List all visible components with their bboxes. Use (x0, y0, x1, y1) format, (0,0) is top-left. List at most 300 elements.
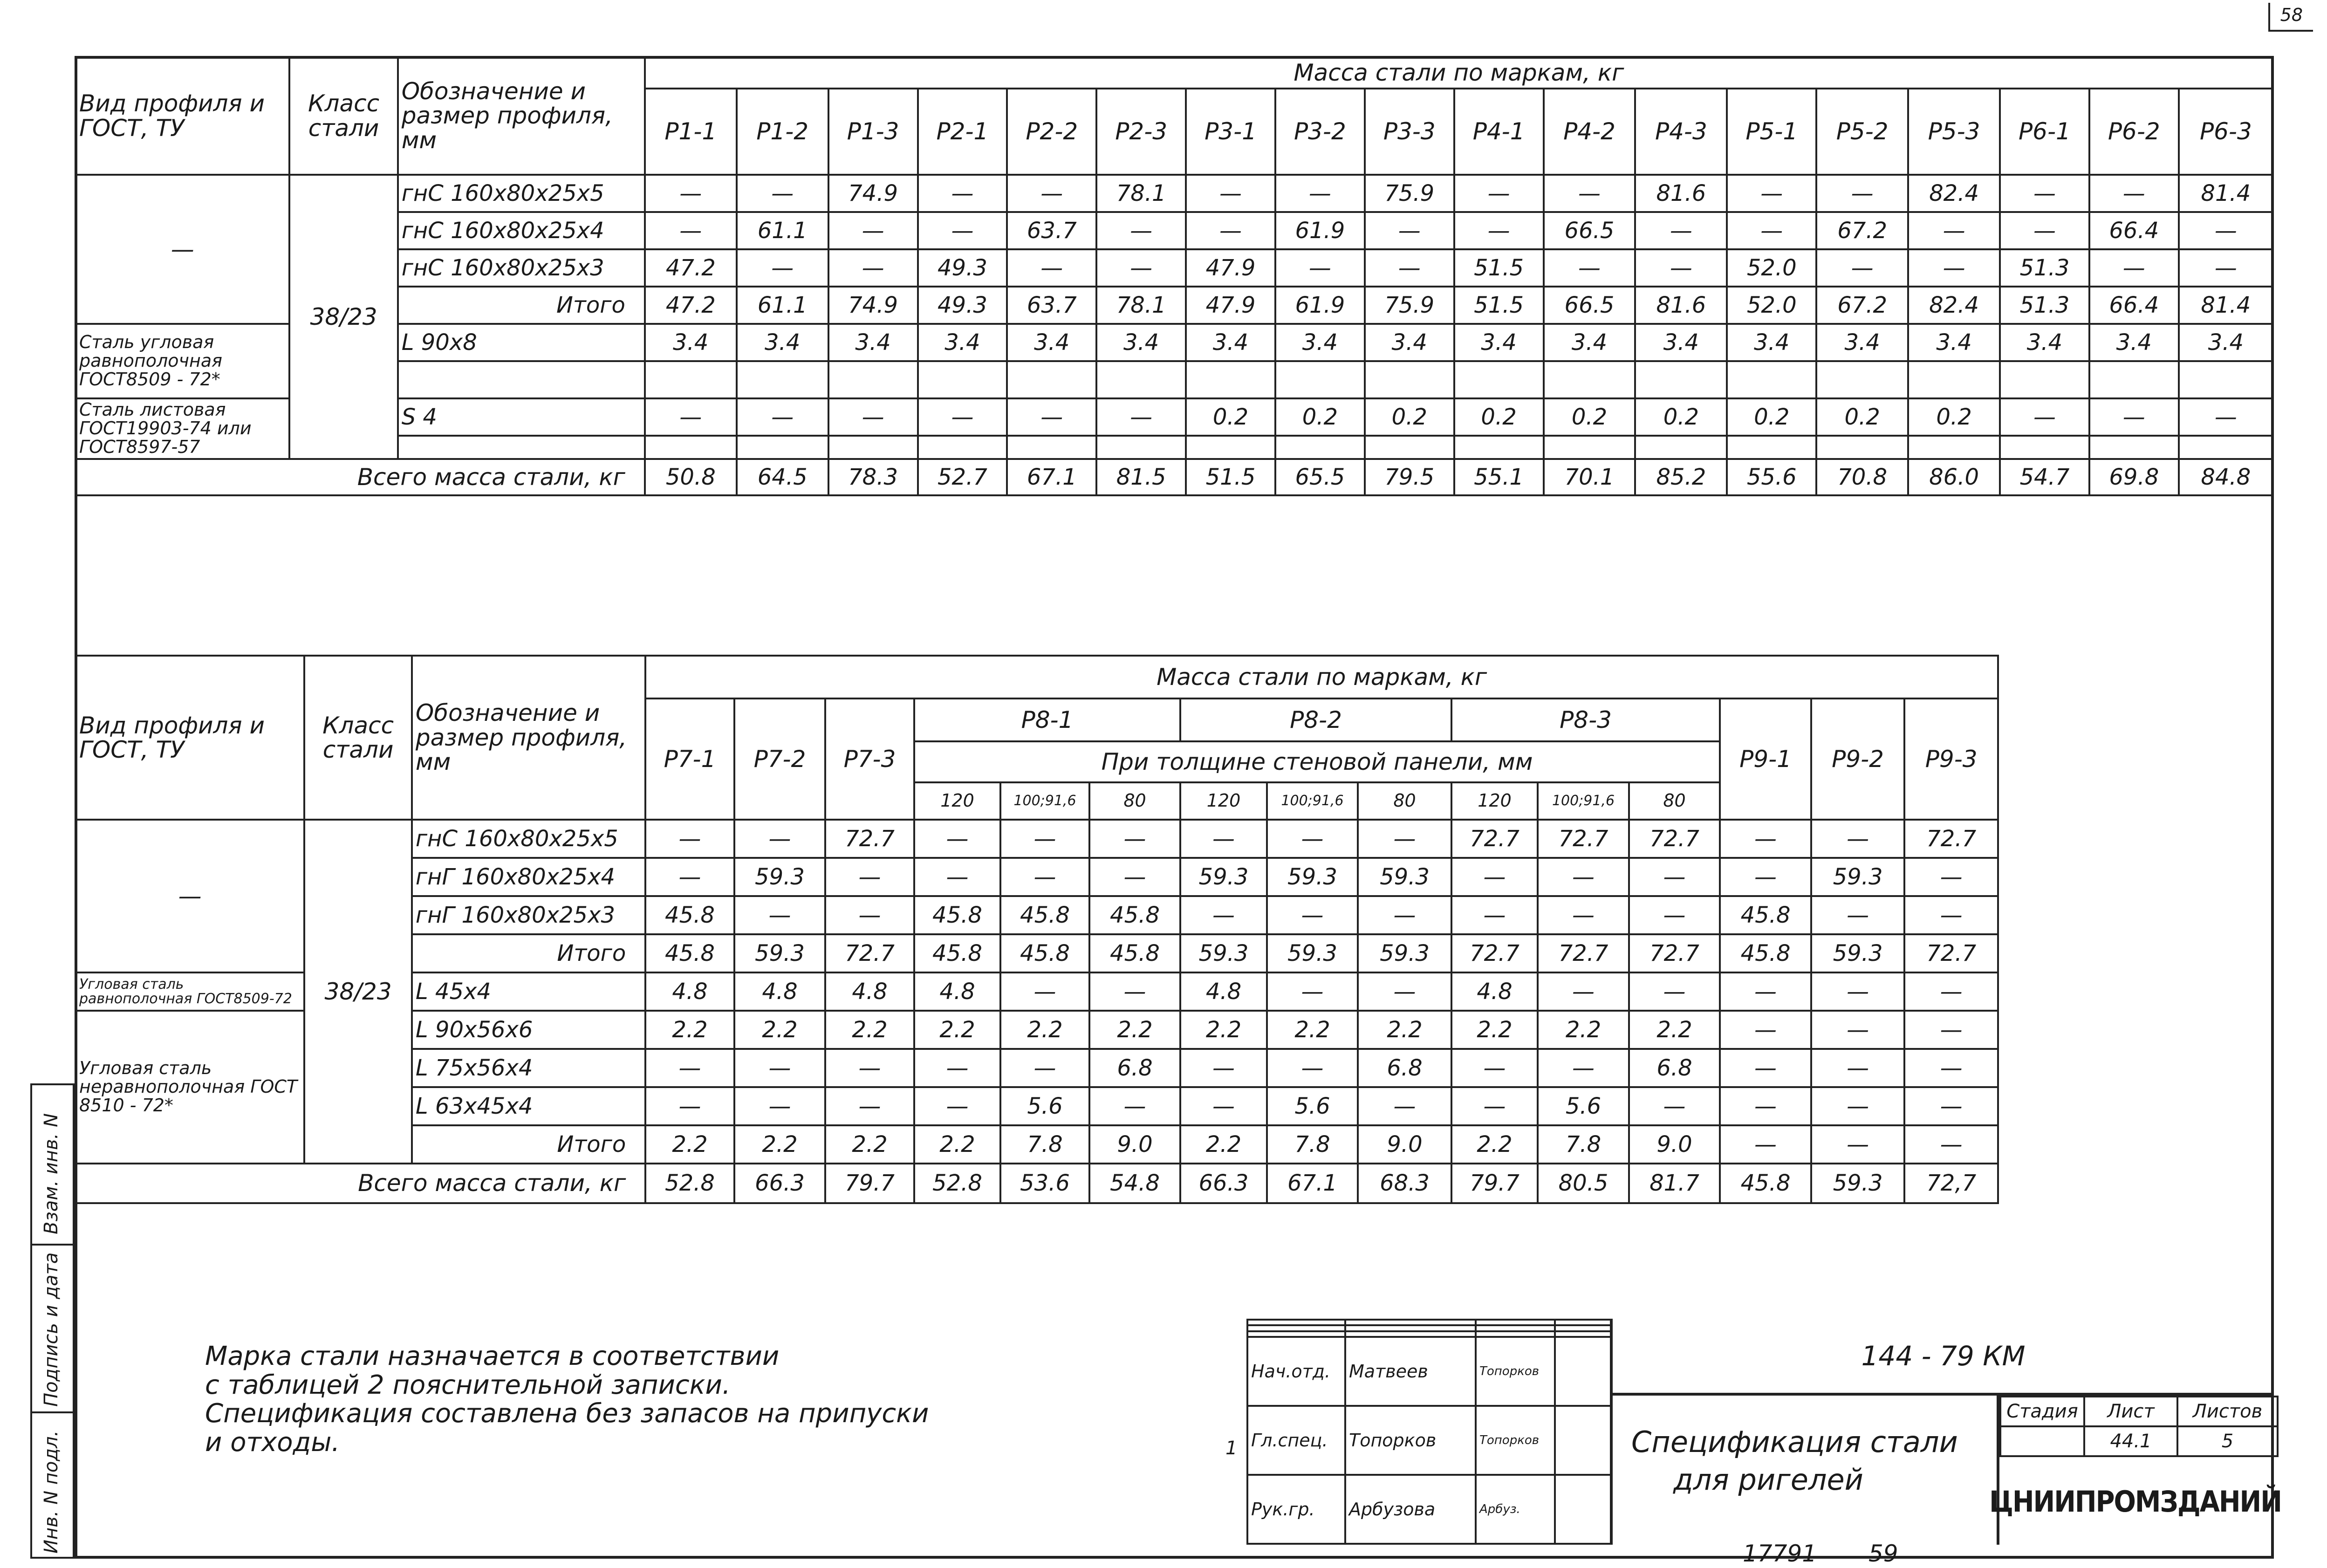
mass-cell: — (828, 398, 918, 436)
mass-cell: 63.7 (1007, 212, 1096, 249)
mass-cell: — (1000, 1049, 1089, 1087)
mass-cell: — (645, 1087, 734, 1125)
mass-cell: 72.7 (1451, 820, 1538, 858)
mass-cell: — (1727, 175, 1816, 212)
profile-designation: L 75х56х4 (412, 1049, 645, 1087)
profile-designation: гнГ 160х80х25х4 (412, 858, 645, 896)
mass-cell: — (1089, 1087, 1181, 1125)
mass-cell (1727, 361, 1816, 398)
mass-cell: — (2179, 398, 2273, 436)
mass-cell: — (734, 1087, 826, 1125)
mass-cell (1096, 436, 1186, 459)
mass-cell: — (737, 398, 828, 436)
mass-cell (1007, 361, 1096, 398)
mass-cell: 72.7 (1538, 934, 1629, 972)
mass-cell: — (645, 175, 737, 212)
mass-cell: 52.0 (1727, 287, 1816, 324)
mass-cell: 81.6 (1635, 175, 1727, 212)
mass-cell: — (1365, 212, 1454, 249)
table-row (75, 175, 2273, 212)
mark-header: Р4-1 (1454, 89, 1544, 175)
mass-cell: — (2000, 398, 2089, 436)
mass-cell: 51.3 (2000, 287, 2089, 324)
total-cell: 66.3 (1180, 1164, 1266, 1203)
mark-header: Р9-3 (1904, 698, 1998, 820)
total-cell: 59.3 (1811, 1164, 1905, 1203)
mass-cell: 5.6 (1000, 1087, 1089, 1125)
mass-cell: 2.2 (825, 1125, 914, 1164)
mass-cell: 2.2 (1358, 1011, 1451, 1049)
mass-cell: — (1538, 972, 1629, 1011)
mass-cell: — (1089, 820, 1181, 858)
mass-cell: — (1720, 1049, 1811, 1087)
thickness-value: 80 (1629, 782, 1720, 820)
mass-cell: — (1720, 1087, 1811, 1125)
mass-cell (2000, 361, 2089, 398)
table-row (75, 361, 2273, 398)
mass-cell: 3.4 (2000, 324, 2089, 361)
mass-cell: — (734, 820, 826, 858)
mass-cell: — (1908, 212, 2000, 249)
mark-header: Р2-3 (1096, 89, 1186, 175)
title-line-2: для ригелей (1673, 1462, 1863, 1497)
mass-cell: — (1629, 896, 1720, 934)
mass-cell: — (1811, 1125, 1905, 1164)
mass-cell: — (2179, 249, 2273, 287)
mass-cell: 81.4 (2179, 175, 2273, 212)
mass-cell: 3.4 (918, 324, 1007, 361)
sig-sign: Арбуз. (1476, 1475, 1555, 1544)
mass-cell: 3.4 (2089, 324, 2179, 361)
mass-cell (918, 436, 1007, 459)
note-line: Марка стали назначается в соответствии (205, 1341, 780, 1371)
mark-header: Р7-3 (825, 698, 914, 820)
mass-cell (1544, 361, 1636, 398)
mark-header: Р4-2 (1544, 89, 1636, 175)
mass-cell: 3.4 (1096, 324, 1186, 361)
mass-cell: — (1816, 175, 1908, 212)
profile-designation: Итого (412, 1125, 645, 1164)
mass-cell: 59.3 (1180, 934, 1266, 972)
total-cell: 72,7 (1904, 1164, 1998, 1203)
mass-cell: — (1186, 175, 1275, 212)
mass-cell: — (918, 398, 1007, 436)
mass-cell: — (1720, 1125, 1811, 1164)
mass-cell: 2.2 (1180, 1011, 1266, 1049)
mass-cell: 59.3 (734, 858, 826, 896)
total-cell: 52.7 (918, 459, 1007, 495)
mass-cell: 82.4 (1908, 287, 2000, 324)
mass-cell: — (1180, 1049, 1266, 1087)
total-cell: 55.6 (1727, 459, 1816, 495)
mass-cell: 4.8 (1180, 972, 1266, 1011)
mark-header: Р7-2 (734, 698, 826, 820)
mass-cell: 47.9 (1186, 287, 1275, 324)
table-row (75, 398, 2273, 436)
mass-cell (737, 436, 828, 459)
mass-cell: — (1358, 896, 1451, 934)
mass-cell: 75.9 (1365, 175, 1454, 212)
mass-cell: 3.4 (645, 324, 737, 361)
mass-cell: — (737, 249, 828, 287)
mark-header: Р5-3 (1908, 89, 2000, 175)
mass-cell: 78.1 (1096, 175, 1186, 212)
profile-designation: L 63х45х4 (412, 1087, 645, 1125)
mass-cell: — (1904, 1125, 1998, 1164)
mass-cell: — (645, 398, 737, 436)
profile-designation: S 4 (398, 398, 645, 436)
mass-cell: 45.8 (1720, 896, 1811, 934)
total-cell: 70.8 (1816, 459, 1908, 495)
thickness-value: 100;91,6 (1000, 782, 1089, 820)
mass-cell: 3.4 (828, 324, 918, 361)
mark-header: Р5-2 (1816, 89, 1908, 175)
mass-cell: — (1629, 858, 1720, 896)
mass-cell (2089, 436, 2179, 459)
signature-grid (1246, 1319, 1610, 1545)
mass-cell: 45.8 (1720, 934, 1811, 972)
mass-cell: — (1454, 175, 1544, 212)
mass-cell: — (1451, 858, 1538, 896)
mark-header-group: Р8-2 (1180, 698, 1451, 741)
table-row (75, 249, 2273, 287)
mass-cell: — (2000, 175, 2089, 212)
mass-cell: 61.9 (1275, 287, 1365, 324)
mass-cell: — (1267, 820, 1358, 858)
mass-cell: 72.7 (1629, 934, 1720, 972)
mass-cell: 2.2 (914, 1011, 1000, 1049)
total-label: Всего масса стали, кг (75, 459, 645, 495)
thickness-header: При толщине стеновой панели, мм (914, 741, 1720, 782)
mass-cell: 45.8 (1089, 896, 1181, 934)
mass-cell (737, 361, 828, 398)
mass-cell: — (734, 1049, 826, 1087)
mass-cell (2179, 361, 2273, 398)
mass-cell: — (1720, 820, 1811, 858)
sig-name: Арбузова (1345, 1475, 1476, 1544)
total-cell: 54.7 (2000, 459, 2089, 495)
mass-cell: — (1811, 1011, 1905, 1049)
mass-cell: — (914, 1049, 1000, 1087)
mass-cell: — (645, 858, 734, 896)
mass-cell: 52.0 (1727, 249, 1816, 287)
total-cell: 52.8 (914, 1164, 1000, 1203)
mass-cell: 4.8 (734, 972, 826, 1011)
mass-cell: 3.4 (2179, 324, 2273, 361)
mass-cell: 0.2 (1365, 398, 1454, 436)
mass-cell: 66.4 (2089, 212, 2179, 249)
mass-cell: 9.0 (1089, 1125, 1181, 1164)
profile-designation: L 90х8 (398, 324, 645, 361)
archive-number: 17791 (1743, 1540, 1817, 1567)
mass-cell: 66.5 (1544, 287, 1636, 324)
total-cell: 50.8 (645, 459, 737, 495)
mass-cell: 7.8 (1267, 1125, 1358, 1164)
header-profile-2: Вид профиля и ГОСТ, ТУ (75, 656, 304, 820)
mass-cell: 9.0 (1358, 1125, 1451, 1164)
mass-cell: 2.2 (1000, 1011, 1089, 1049)
profile-designation: гнС 160х80х25х5 (412, 820, 645, 858)
total-cell: 81.5 (1096, 459, 1186, 495)
mass-cell: 0.2 (1908, 398, 2000, 436)
mass-cell: — (1635, 249, 1727, 287)
mass-cell: 49.3 (918, 287, 1007, 324)
mass-cell: 61.1 (737, 287, 828, 324)
mass-cell (1186, 361, 1275, 398)
thickness-value: 80 (1089, 782, 1181, 820)
mass-cell (645, 361, 737, 398)
mass-cell: 59.3 (1180, 858, 1266, 896)
mass-cell: — (1358, 820, 1451, 858)
document-title (1610, 1396, 1997, 1545)
mass-cell: 61.9 (1275, 212, 1365, 249)
mass-cell: 81.4 (2179, 287, 2273, 324)
mass-cell: 59.3 (734, 934, 826, 972)
mass-cell: — (1186, 212, 1275, 249)
mass-cell: 72.7 (1451, 934, 1538, 972)
mass-cell: — (1904, 858, 1998, 896)
title-line-1: Спецификация стали (1631, 1425, 1958, 1459)
header-designation-2: Обозначение и размер профиля, мм (412, 656, 645, 820)
mass-cell: 6.8 (1089, 1049, 1181, 1087)
mass-cell: 4.8 (825, 972, 914, 1011)
mass-cell: — (918, 175, 1007, 212)
mass-cell: 0.2 (1816, 398, 1908, 436)
mass-cell: — (2089, 398, 2179, 436)
mass-cell: — (1811, 1087, 1905, 1125)
table-row (75, 820, 1998, 858)
sig-role: Рук.гр. (1247, 1475, 1345, 1544)
total-cell: 55.1 (1454, 459, 1544, 495)
mass-cell (2089, 361, 2179, 398)
mass-cell: 7.8 (1000, 1125, 1089, 1164)
mass-cell: 2.2 (1538, 1011, 1629, 1049)
thickness-value: 120 (1451, 782, 1538, 820)
mass-cell: — (1904, 972, 1998, 1011)
mass-cell: — (1096, 212, 1186, 249)
total-cell: 53.6 (1000, 1164, 1089, 1203)
mass-cell: 6.8 (1358, 1049, 1451, 1087)
mass-cell (1096, 361, 1186, 398)
mass-cell: — (1811, 972, 1905, 1011)
mass-cell: — (1267, 972, 1358, 1011)
mass-cell: 3.4 (1454, 324, 1544, 361)
note-line: Спецификация составлена без запасов на припуски (205, 1398, 929, 1429)
mass-cell: 45.8 (914, 896, 1000, 934)
mass-cell (1816, 436, 1908, 459)
mass-cell: — (1000, 820, 1089, 858)
mass-cell (1365, 436, 1454, 459)
mass-cell: — (1904, 896, 1998, 934)
mass-cell: — (1811, 1049, 1905, 1087)
mark-header: Р1-2 (737, 89, 828, 175)
sheet-label: Лист (2084, 1397, 2177, 1426)
note-line: с таблицей 2 пояснительной записки. (205, 1369, 731, 1400)
table-row (75, 436, 2273, 459)
sheets-value: 5 (2177, 1426, 2278, 1456)
mass-cell: 2.2 (1451, 1011, 1538, 1049)
sheet-number: 59 (1868, 1540, 1898, 1567)
mass-cell: — (1358, 1087, 1451, 1125)
group-angle-equal: Угловая сталь равнополочная ГОСТ8509-72 (75, 972, 304, 1011)
mass-cell: 3.4 (1816, 324, 1908, 361)
mass-cell (1007, 436, 1096, 459)
total-cell: 79.7 (825, 1164, 914, 1203)
side-label-replace: Взам. инв. N (41, 1113, 62, 1234)
mass-cell: — (645, 1049, 734, 1087)
profile-designation: гнС 160х80х25х4 (398, 212, 645, 249)
mark-header: Р3-1 (1186, 89, 1275, 175)
mass-cell: 4.8 (645, 972, 734, 1011)
mass-cell: 4.8 (914, 972, 1000, 1011)
mass-cell: 72.7 (825, 934, 914, 972)
mass-cell: 2.2 (1629, 1011, 1720, 1049)
mark-header: Р4-3 (1635, 89, 1727, 175)
total-cell: 79.5 (1365, 459, 1454, 495)
mass-cell: 3.4 (1635, 324, 1727, 361)
notes (205, 1342, 929, 1457)
mass-cell: — (1096, 398, 1186, 436)
mass-cell: — (825, 896, 914, 934)
group-angle-unequal: Угловая сталь неравнополочная ГОСТ 8510 - 72* (75, 1011, 304, 1164)
mass-cell: — (1904, 1087, 1998, 1125)
total-cell: 67.1 (1007, 459, 1096, 495)
mass-cell: 2.2 (1267, 1011, 1358, 1049)
mass-cell (1186, 436, 1275, 459)
profile-dash: — (75, 175, 289, 324)
mass-cell: 72.7 (1904, 934, 1998, 972)
mass-cell: 2.2 (1089, 1011, 1181, 1049)
mass-cell: 3.4 (1544, 324, 1636, 361)
mass-cell: — (1904, 1049, 1998, 1087)
mark-header: Р3-3 (1365, 89, 1454, 175)
mass-cell: — (645, 820, 734, 858)
mass-cell (828, 361, 918, 398)
group-sheet: Сталь листовая ГОСТ19903-74 или ГОСТ8597-57 (75, 398, 289, 459)
mass-cell: 0.2 (1454, 398, 1544, 436)
mass-cell: — (1451, 1087, 1538, 1125)
mass-cell: 72.7 (1538, 820, 1629, 858)
total-cell: 51.5 (1186, 459, 1275, 495)
mass-cell: 2.2 (734, 1011, 826, 1049)
mass-cell (1275, 436, 1365, 459)
document-code: 144 - 79 КМ (1610, 1319, 2274, 1396)
mass-cell: 3.4 (1365, 324, 1454, 361)
mass-cell: 51.5 (1454, 287, 1544, 324)
mass-cell (828, 436, 918, 459)
mass-cell: 67.2 (1816, 287, 1908, 324)
mass-cell: — (1727, 212, 1816, 249)
mass-cell: — (914, 858, 1000, 896)
mass-cell: — (914, 820, 1000, 858)
mass-cell: 7.8 (1538, 1125, 1629, 1164)
mass-cell: — (1267, 1049, 1358, 1087)
mass-cell: 59.3 (1811, 858, 1905, 896)
mass-cell: — (1629, 1087, 1720, 1125)
mass-cell (1908, 361, 2000, 398)
organization-name: ЦНИИПРОМЗДАНИЙ (1989, 1485, 2281, 1519)
mass-cell: 9.0 (1629, 1125, 1720, 1164)
mass-cell: 66.4 (2089, 287, 2179, 324)
mass-cell: — (1275, 175, 1365, 212)
mass-cell: — (1180, 896, 1266, 934)
sig-role: Нач.отд. (1247, 1337, 1345, 1406)
mass-cell: — (1811, 896, 1905, 934)
total-cell: 52.8 (645, 1164, 734, 1203)
mark-header: Р9-2 (1811, 698, 1905, 820)
mass-cell: — (1180, 820, 1266, 858)
mass-cell: 0.2 (1544, 398, 1636, 436)
table-row (75, 287, 2273, 324)
mass-cell: — (1096, 249, 1186, 287)
mass-cell: 47.2 (645, 287, 737, 324)
total-cell: 69.8 (2089, 459, 2179, 495)
steel-class: 38/23 (289, 175, 397, 459)
mass-cell: 45.8 (645, 896, 734, 934)
profile-designation: L 90х56х6 (412, 1011, 645, 1049)
mass-cell: — (1451, 1049, 1538, 1087)
mass-cell: — (825, 858, 914, 896)
mass-cell: 45.8 (1089, 934, 1181, 972)
total-cell: 70.1 (1544, 459, 1636, 495)
header-mass-2: Масса стали по маркам, кг (645, 656, 1998, 698)
mass-cell: — (2000, 212, 2089, 249)
mass-cell: 47.2 (645, 249, 737, 287)
mass-cell (1365, 361, 1454, 398)
mass-cell (2000, 436, 2089, 459)
thickness-value: 100;91,6 (1267, 782, 1358, 820)
mass-cell: 59.3 (1267, 858, 1358, 896)
mass-cell: 61.1 (737, 212, 828, 249)
mass-cell: 75.9 (1365, 287, 1454, 324)
mark-header: Р6-2 (2089, 89, 2179, 175)
mass-cell: — (828, 212, 918, 249)
sig-name: Матвеев (1345, 1337, 1476, 1406)
header-mass: Масса стали по маркам, кг (645, 57, 2273, 89)
mark-header: Р5-1 (1727, 89, 1816, 175)
mass-cell: — (1904, 1011, 1998, 1049)
mass-cell: 72.7 (825, 820, 914, 858)
thickness-value: 100;91,6 (1538, 782, 1629, 820)
mass-cell: 45.8 (645, 934, 734, 972)
table-row (75, 212, 2273, 249)
total-cell: 79.7 (1451, 1164, 1538, 1203)
mass-cell: — (1275, 249, 1365, 287)
profile-designation: гнС 160х80х25х3 (398, 249, 645, 287)
mass-cell: — (1180, 1087, 1266, 1125)
mass-cell: 6.8 (1629, 1049, 1720, 1087)
profile-designation: Итого (412, 934, 645, 972)
mass-cell: — (2089, 249, 2179, 287)
mass-cell: — (1816, 249, 1908, 287)
profile-designation: гнГ 160х80х25х3 (412, 896, 645, 934)
mass-cell: 78.1 (1096, 287, 1186, 324)
mass-cell (645, 436, 737, 459)
header-class: Класс стали (289, 57, 397, 175)
mark-header: Р6-1 (2000, 89, 2089, 175)
thickness-value: 120 (914, 782, 1000, 820)
mass-cell: — (918, 212, 1007, 249)
mass-cell: 2.2 (734, 1125, 826, 1164)
mass-cell: — (1811, 820, 1905, 858)
mass-cell: 59.3 (1358, 858, 1451, 896)
mass-cell (1454, 436, 1544, 459)
mass-cell: — (1007, 398, 1096, 436)
sig-role: Гл.спец. (1247, 1406, 1345, 1475)
mass-cell: — (1629, 972, 1720, 1011)
mass-cell: — (1538, 858, 1629, 896)
mass-cell: 3.4 (737, 324, 828, 361)
